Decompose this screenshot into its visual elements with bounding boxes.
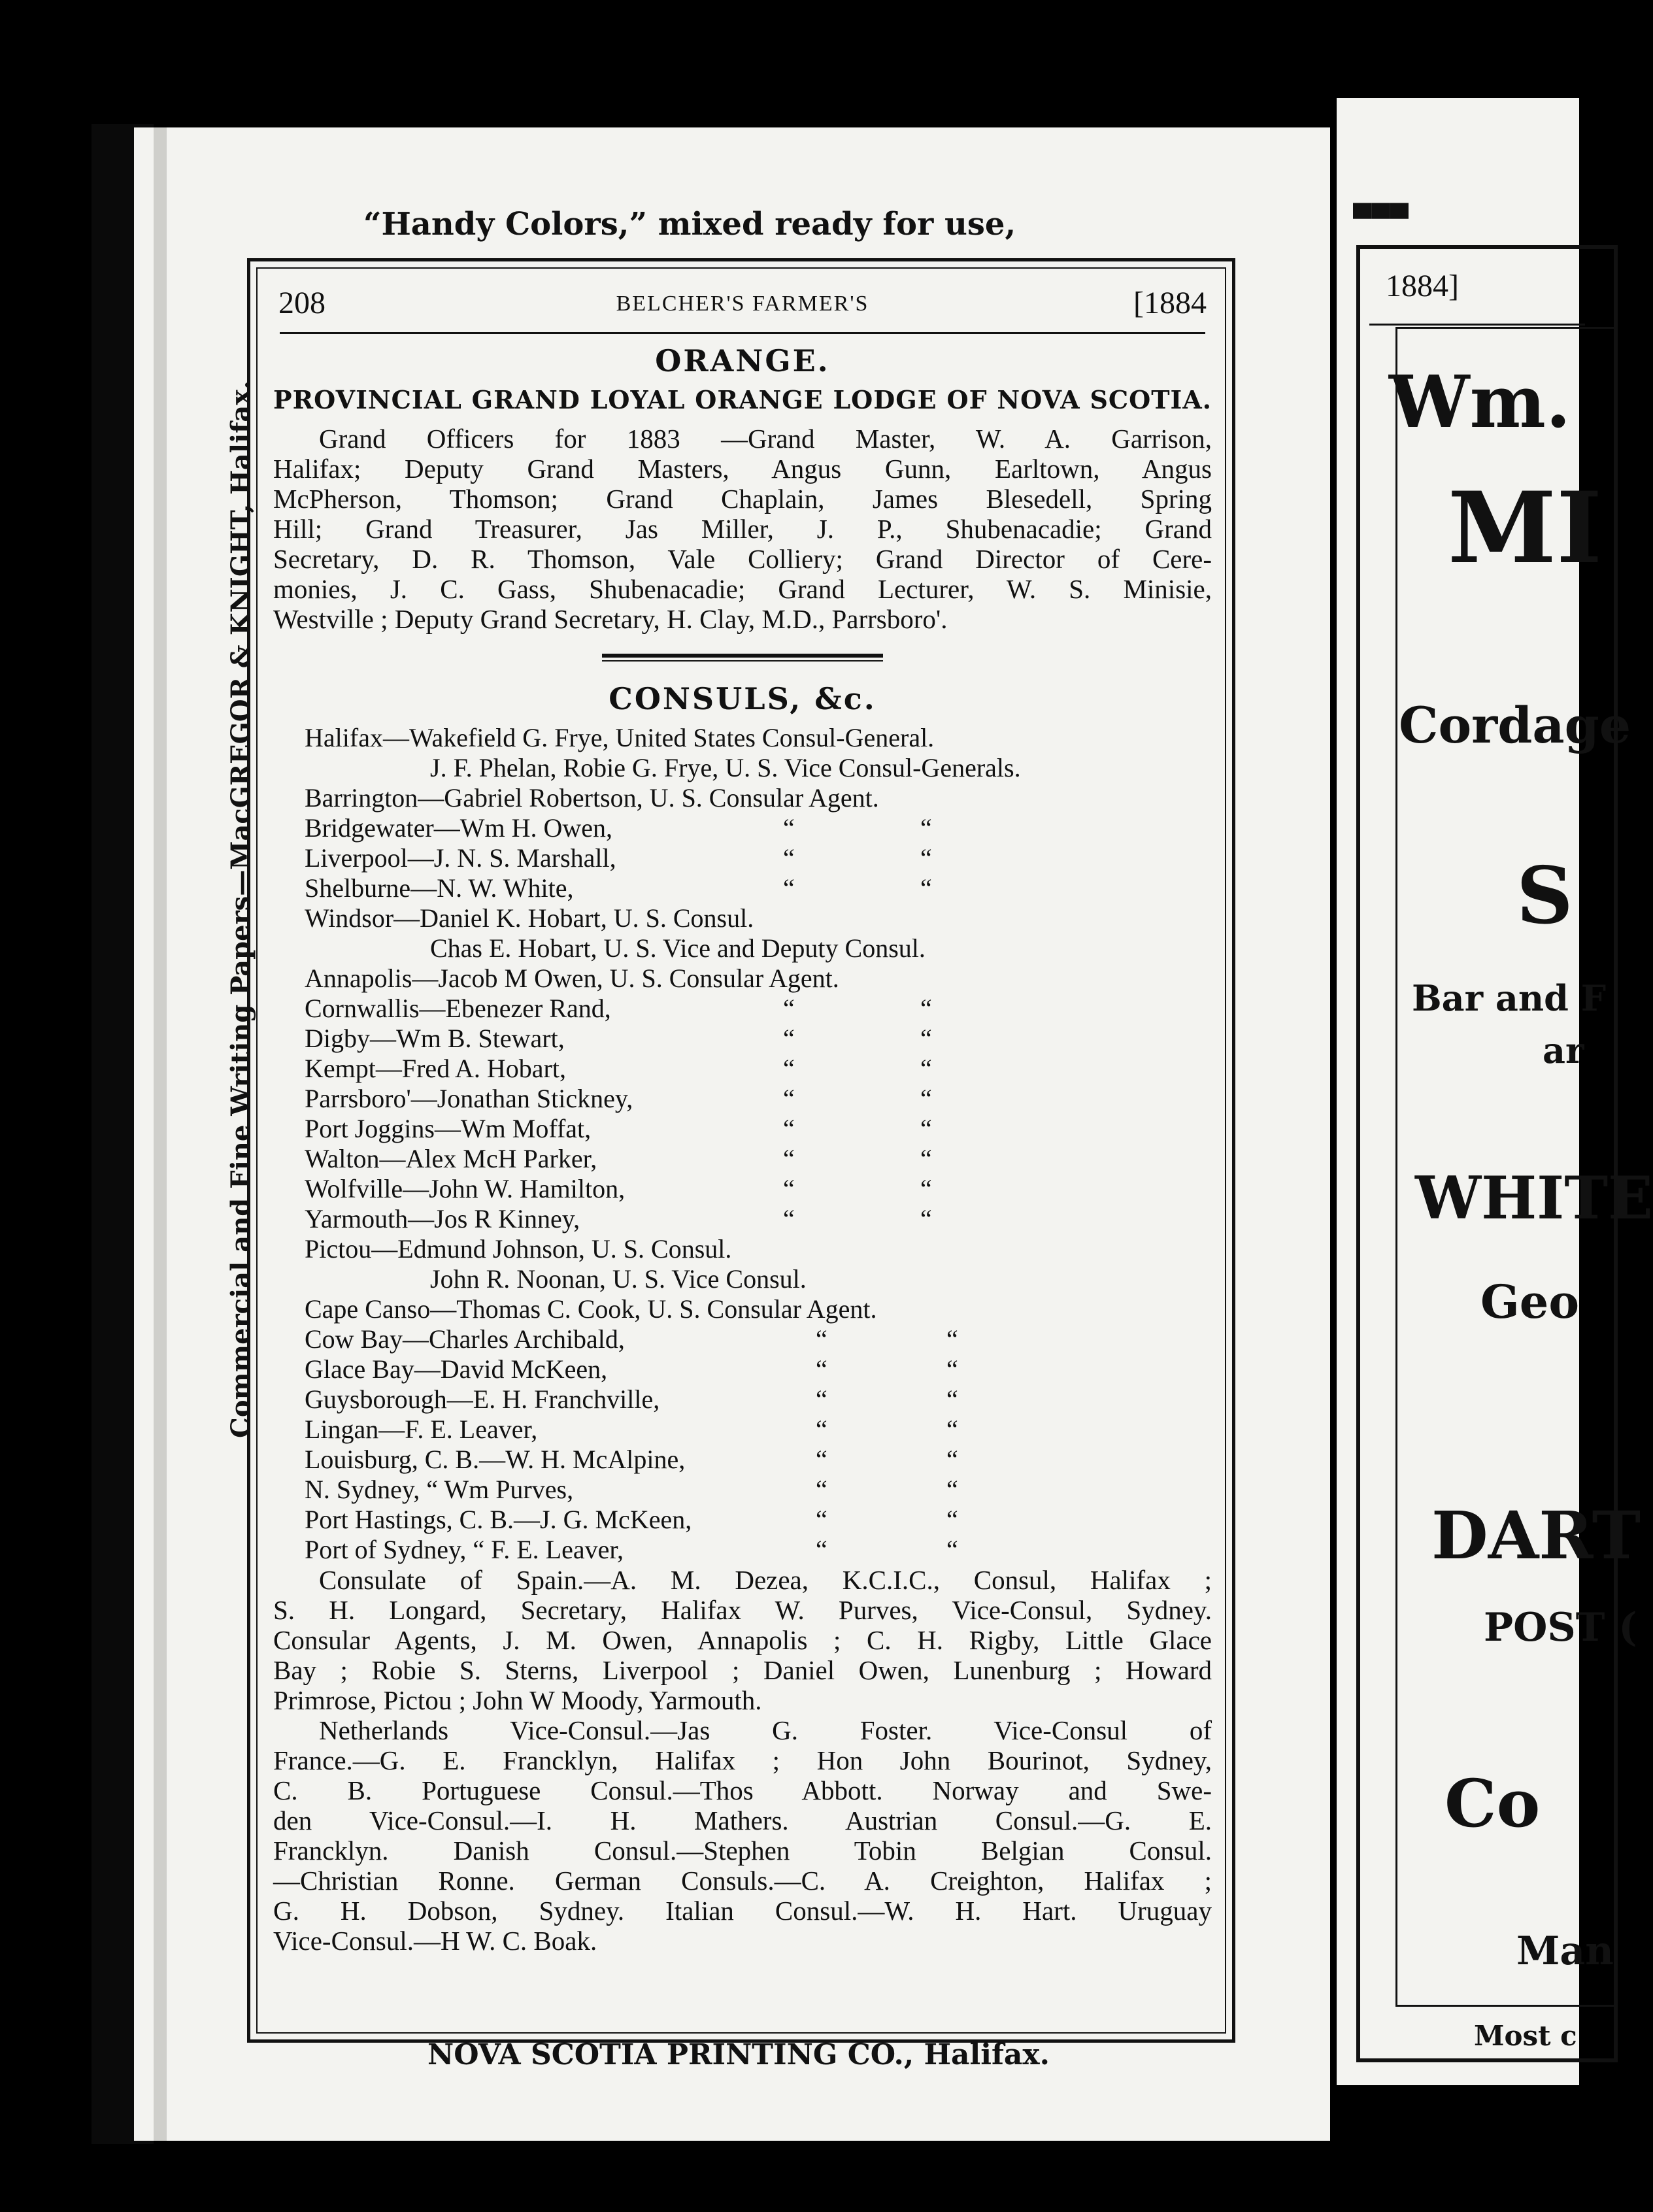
top-advertisement: “Handy Colors,” mixed ready for use, <box>363 206 1016 243</box>
consul-entry-text: Louisburg, C. B.—W. H. McAlpine, <box>305 1445 686 1474</box>
consular-line: —Christian Ronne. German Consuls.—C. A. Creighton, Halifax ; <box>273 1866 1212 1896</box>
ditto-mark: “ <box>946 1415 958 1444</box>
consular-line: Bay ; Robie S. Sterns, Liverpool ; Daniel Owen, Lunenburg ; Howard <box>273 1655 1212 1685</box>
consul-entry <box>273 1445 1212 1475</box>
consul-entry-text: Digby—Wm B. Stewart, <box>305 1024 565 1053</box>
right-page-ad-text: S <box>1516 850 1573 942</box>
ditto-mark: “ <box>920 873 932 903</box>
orange-line: Westville ; Deputy Grand Secretary, H. Clay, M.D., Parrsboro'. <box>273 604 948 634</box>
consul-entry <box>273 994 1212 1024</box>
side-advertisement: Commercial and Fine Writing Papers—MacGREGOR & KNIGHT, Halifax. <box>225 380 256 1438</box>
right-page-year: 1884] <box>1386 269 1459 303</box>
consul-entry <box>273 1114 1212 1144</box>
consul-entry-text: Lingan—F. E. Leaver, <box>305 1415 538 1444</box>
ditto-mark: “ <box>783 1054 795 1083</box>
ditto-mark: “ <box>783 1084 795 1113</box>
consul-entry <box>273 1415 1212 1445</box>
consular-line: Netherlands Vice-Consul.—Jas G. Foster. Vice-Consul of <box>319 1715 1212 1745</box>
consul-entry <box>273 1535 1212 1565</box>
consul-entry-text: Yarmouth—Jos R Kinney, <box>305 1204 580 1233</box>
ditto-mark: “ <box>920 813 932 843</box>
consul-entry <box>273 964 1212 994</box>
orange-line: monies, J. C. Gass, Shubenacadie; Grand Lecturer, W. S. Minisie, <box>273 574 1212 604</box>
consul-entry-text: Barrington—Gabriel Robertson, U. S. Consular Agent. <box>305 783 879 813</box>
page-gutter <box>154 127 167 2141</box>
right-page-ad-text: Wm. <box>1389 360 1571 444</box>
consul-entry <box>273 783 1212 813</box>
running-year: [1884 <box>1133 286 1207 320</box>
ditto-mark: “ <box>920 1144 932 1173</box>
ditto-mark: “ <box>783 1204 795 1233</box>
consul-entry <box>273 1174 1212 1204</box>
ditto-mark: “ <box>783 1024 795 1053</box>
consular-paragraph <box>273 1565 1212 1956</box>
right-page-ad-text: MI <box>1448 471 1603 586</box>
consul-entry <box>273 873 1212 903</box>
consul-entry <box>273 1084 1212 1114</box>
ditto-mark: “ <box>816 1445 827 1474</box>
ditto-mark: “ <box>783 1144 795 1173</box>
ditto-mark: “ <box>946 1475 958 1504</box>
consul-entry-text: Wolfville—John W. Hamilton, <box>305 1174 626 1203</box>
section-divider <box>602 654 883 662</box>
consular-line: Consular Agents, J. M. Owen, Annapolis ; C. H. Rigby, Little Glace <box>273 1625 1212 1655</box>
consul-entry <box>273 813 1212 843</box>
consular-line: Vice-Consul.—H W. C. Boak. <box>273 1926 597 1956</box>
ditto-mark: “ <box>920 1084 932 1113</box>
consul-entry-text: Kempt—Fred A. Hobart, <box>305 1054 566 1083</box>
page-content <box>273 281 1212 1956</box>
orange-line: McPherson, Thomson; Grand Chaplain, James Blesedell, Spring <box>273 484 1212 514</box>
consul-entry-text: Shelburne—N. W. White, <box>305 873 574 903</box>
consular-line: G. H. Dobson, Sydney. Italian Consul.—W. H. Hart. Uruguay <box>273 1896 1212 1926</box>
ditto-mark: “ <box>816 1505 827 1534</box>
ditto-mark: “ <box>920 1024 932 1053</box>
orange-line: Grand Officers for 1883 —Grand Master, W. A. Garrison, <box>319 424 1212 454</box>
consul-entry-text: Parrsboro'—Jonathan Stickney, <box>305 1084 633 1113</box>
ditto-mark: “ <box>920 1174 932 1203</box>
ditto-mark: “ <box>816 1535 827 1564</box>
ditto-mark: “ <box>920 1054 932 1083</box>
consul-entry <box>273 1204 1212 1234</box>
consul-entry <box>273 1324 1212 1354</box>
bottom-advertisement: NOVA SCOTIA PRINTING CO., Halifax. <box>427 2038 1050 2071</box>
orange-line: Halifax; Deputy Grand Masters, Angus Gunn, Earltown, Angus <box>273 454 1212 484</box>
right-page-ad-text: ar <box>1543 1030 1584 1071</box>
consul-entry <box>273 723 1212 753</box>
header-rule <box>280 332 1205 334</box>
consul-entry <box>273 1354 1212 1384</box>
right-page-ad-text: Man <box>1516 1928 1614 1974</box>
consul-entry <box>273 1384 1212 1415</box>
consul-entry <box>273 1024 1212 1054</box>
right-page-bottom-text: Most c <box>1474 2020 1577 2052</box>
consular-line: Primrose, Pictou ; John W Moody, Yarmouth. <box>273 1685 762 1715</box>
ditto-mark: “ <box>783 994 795 1023</box>
ditto-mark: “ <box>783 1114 795 1143</box>
consul-entry <box>273 753 1212 783</box>
ditto-mark: “ <box>783 813 795 843</box>
ditto-mark: “ <box>816 1415 827 1444</box>
right-page-ad-text: WHITE <box>1415 1164 1653 1233</box>
orange-subheading: PROVINCIAL GRAND LOYAL ORANGE LODGE OF NOVA SCOTIA. <box>273 385 1212 414</box>
consul-entry-text: John R. Noonan, U. S. Vice Consul. <box>430 1264 807 1294</box>
consul-entry-text: Annapolis—Jacob M Owen, U. S. Consular Agent. <box>305 964 839 993</box>
consul-entry-text: Halifax—Wakefield G. Frye, United States Consul-General. <box>305 723 935 752</box>
consul-entry-text: Cow Bay—Charles Archibald, <box>305 1324 625 1354</box>
ditto-mark: “ <box>946 1535 958 1564</box>
ornament-icon: ▀▀▀ <box>1353 203 1409 233</box>
ditto-mark: “ <box>920 994 932 1023</box>
right-page-ad-text: Cordage <box>1399 696 1631 754</box>
right-page-rule <box>1369 324 1585 326</box>
consular-line: Francklyn. Danish Consul.—Stephen Tobin Belgian Consul. <box>273 1835 1212 1866</box>
consular-line: S. H. Longard, Secretary, Halifax W. Purves, Vice-Consul, Sydney. <box>273 1595 1212 1625</box>
ditto-mark: “ <box>946 1505 958 1534</box>
ditto-mark: “ <box>816 1354 827 1384</box>
page-number: 208 <box>278 286 326 320</box>
ditto-mark: “ <box>783 873 795 903</box>
running-title: BELCHER'S FARMER'S <box>616 292 869 316</box>
ditto-mark: “ <box>946 1324 958 1354</box>
ditto-mark: “ <box>816 1475 827 1504</box>
consul-entry <box>273 933 1212 964</box>
consul-entry-text: Bridgewater—Wm H. Owen, <box>305 813 612 843</box>
ditto-mark: “ <box>816 1324 827 1354</box>
right-page-ad-text: Bar and F <box>1412 977 1607 1019</box>
consul-entry-text: Walton—Alex McH Parker, <box>305 1144 597 1173</box>
consular-line: France.—G. E. Francklyn, Halifax ; Hon John Bourinot, Sydney, <box>273 1745 1212 1775</box>
consul-entry <box>273 1144 1212 1174</box>
consul-entry-text: Liverpool—J. N. S. Marshall, <box>305 843 616 873</box>
consular-line: den Vice-Consul.—I. H. Mathers. Austrian Consul.—G. E. <box>273 1805 1212 1835</box>
right-page-ad-text: POST ( <box>1484 1605 1637 1651</box>
consul-entry <box>273 1475 1212 1505</box>
consular-line: Consulate of Spain.—A. M. Dezea, K.C.I.C., Consul, Halifax ; <box>319 1565 1212 1595</box>
consul-entry <box>273 903 1212 933</box>
orange-line: Hill; Grand Treasurer, Jas Miller, J. P., Shubenacadie; Grand <box>273 514 1212 544</box>
right-page-ad-text: DART <box>1431 1497 1641 1574</box>
consul-entry <box>273 1264 1212 1294</box>
consul-entry-text: Port Joggins—Wm Moffat, <box>305 1114 592 1143</box>
right-page-ad-text: Co <box>1444 1765 1541 1842</box>
consul-entry-text: Port Hastings, C. B.—J. G. McKeen, <box>305 1505 692 1534</box>
consul-entry <box>273 843 1212 873</box>
orange-line: Secretary, D. R. Thomson, Vale Colliery; Grand Director of Cere- <box>273 544 1212 574</box>
ditto-mark: “ <box>946 1445 958 1474</box>
consul-entry <box>273 1294 1212 1324</box>
ditto-mark: “ <box>783 843 795 873</box>
ditto-mark: “ <box>946 1354 958 1384</box>
consul-entry <box>273 1054 1212 1084</box>
consul-entry-text: N. Sydney, “ Wm Purves, <box>305 1475 574 1504</box>
right-page-ad-text: Geo <box>1480 1275 1580 1329</box>
consul-entry-text: Pictou—Edmund Johnson, U. S. Consul. <box>305 1234 732 1264</box>
ditto-mark: “ <box>783 1174 795 1203</box>
running-head <box>273 281 1212 327</box>
consul-entry-text: Cornwallis—Ebenezer Rand, <box>305 994 611 1023</box>
consular-line: C. B. Portuguese Consul.—Thos Abbott. Norway and Swe- <box>273 1775 1212 1805</box>
consul-entry-text: Cape Canso—Thomas C. Cook, U. S. Consular Agent. <box>305 1294 877 1324</box>
consul-entry-text: Guysborough—E. H. Franchville, <box>305 1384 660 1414</box>
consul-entry-text: J. F. Phelan, Robie G. Frye, U. S. Vice Consul-Generals. <box>430 753 1021 782</box>
consul-entry-text: Chas E. Hobart, U. S. Vice and Deputy Consul. <box>430 933 926 963</box>
consul-entry-text: Windsor—Daniel K. Hobart, U. S. Consul. <box>305 903 754 933</box>
consul-entry-text: Glace Bay—David McKeen, <box>305 1354 608 1384</box>
orange-heading: ORANGE. <box>655 343 830 378</box>
consul-entry-text: Port of Sydney, “ F. E. Leaver, <box>305 1535 624 1564</box>
ditto-mark: “ <box>920 1204 932 1233</box>
ditto-mark: “ <box>920 843 932 873</box>
consul-entry <box>273 1234 1212 1264</box>
ditto-mark: “ <box>816 1384 827 1414</box>
consuls-heading: CONSULS, &c. <box>609 681 877 716</box>
orange-paragraph <box>273 424 1212 634</box>
ditto-mark: “ <box>920 1114 932 1143</box>
ditto-mark: “ <box>946 1384 958 1414</box>
consul-entry <box>273 1505 1212 1535</box>
consul-list <box>273 723 1212 1565</box>
